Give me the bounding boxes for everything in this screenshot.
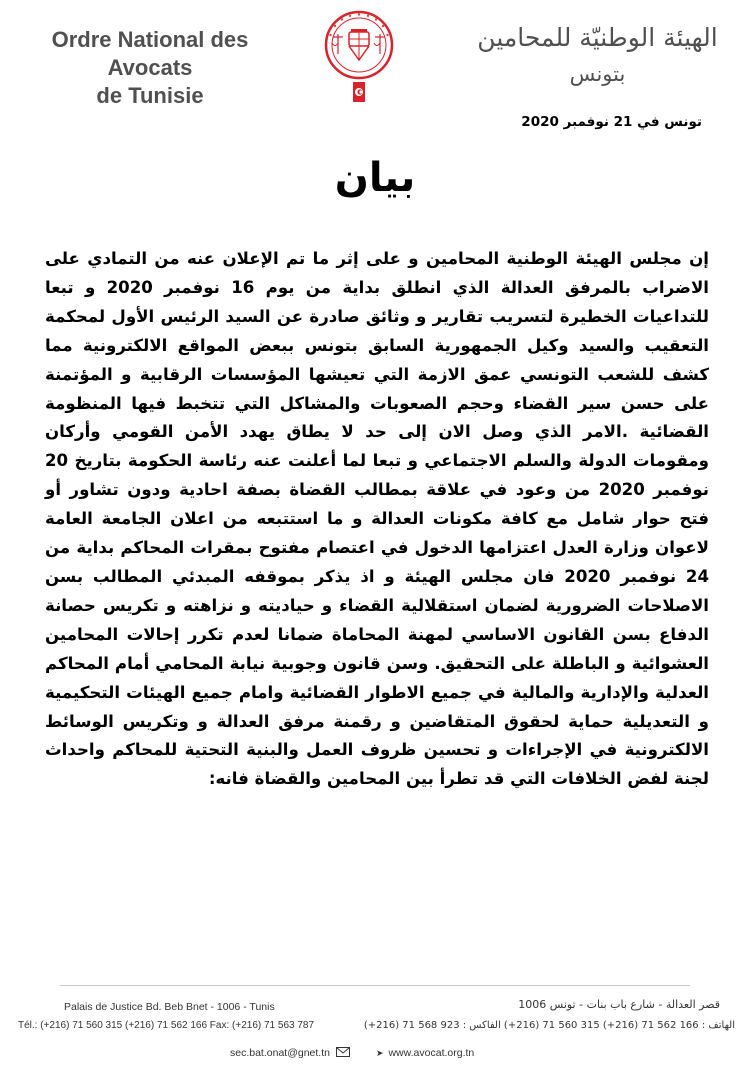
footer-phones-arabic: الهاتف : 166 562 71 (216+) 315 560 71 (216+) الفاكس : 923 568 71 (216+) [363,1020,735,1031]
org-name-french [20,26,280,110]
footer-divider [60,985,690,986]
org-name-arabic-line1: الهيئة الوطنيّة للمحامين [477,23,718,52]
footer-email-block [230,1047,350,1059]
footer-phones-french: Tél.: (+216) 71 560 315 (+216) 71 562 166 Fax: (+216) 71 563 787 [18,1020,315,1031]
org-name-arabic-line2: بتونس [569,62,626,86]
org-name-arabic [455,20,740,92]
footer-address-french: Palais de Justice Bd. Beb Bnet - 1006 - Tunis [64,1001,275,1013]
org-name-french-line1: Ordre National des Avocats [51,27,249,80]
arrow-icon: ➤ [376,1048,384,1058]
org-name-french-line2: de Tunisie [96,83,204,108]
footer-address-arabic: قصر العدالة - شارع باب بنات - تونس 1006 [518,998,720,1011]
statement-title: بيان [334,155,416,201]
mail-icon [336,1047,350,1057]
footer-website-link[interactable]: www.avocat.org.tn [388,1047,475,1059]
footer-email[interactable]: sec.bat.onat@gnet.tn [230,1047,330,1059]
footer-website-block [376,1047,474,1059]
statement-body: إن مجلس الهيئة الوطنية المحامين و على إثر ما تم الإعلان عنه من التمادي على الاضراب بالمرفق العدالة الذي انطلق بداية من يوم 16 نوفمبر 2020 و تبعا للتداعيات الخطيرة لتسريب تقارير و وثائق صادرة عن السيد الرئيس الأول لمحكمة التعقيب والسيد وكيل الجمهورية السابق بتونس ببعض المواقع الالكترونية مما كشف للشعب التونسي عمق الازمة التي تعيشها المؤسسات الرقابية و المؤتمنة على حسن سير القضاء وحجم الصعوبات والمشاكل التي تتخبط فيها المنظومة القضائية .الامر الذي وصل الان إلى حد لا يطاق يهدد الأمن القومي وأركان ومقومات الدولة والسلم الاجتماعي و تبعا لما أعلنت عنه رئاسة الحكومة بتاريخ 20 نوفمبر 2020 من وعود في علاقة بمطالب القضاة بصفة احادية ودون تشاور أو فتح حوار شامل مع كافة مكونات العدالة و ما استتبعه من اعلان الجامعة العامة لاعوان وزارة العدل اعتزامها الدخول في اعتصام مفتوح بمقرات المحاكم بداية من 24 نوفمبر 2020 فان مجلس الهيئة و اذ يذكر بموقفه المبدئي المطالب بسن الاصلاحات الضرورية لضمان استقلالية القضاء و حياديته و نزاهته و تكريس حصانة الدفاع بسن القانون الاساسي لمهنة المحاماة ضمانا لعدم تكرر إحالات المحامين العشوائية و الباطلة على التحقيق. وسن قانون وجوبية نيابة المحامي أمام المحاكم العدلية والإدارية والمالية في جميع الاطوار القضائية وامام جميع الهيئات التحكيمية و التعديلية حماية لحقوق المتقاضين و رقمنة مرفق العدالة و وتكريس الوسائط الالكترونية في الإجراءات و تحسين ظروف العمل والبنية التحتية للمحاكم واحداث لجنة لفض الخلافات التي قد تطرأ بين المحامين والقضاة فانه: [45,249,709,789]
statement-date: تونس في 21 نوفمبر 2020 [521,114,702,130]
bar-association-emblem [324,10,394,110]
